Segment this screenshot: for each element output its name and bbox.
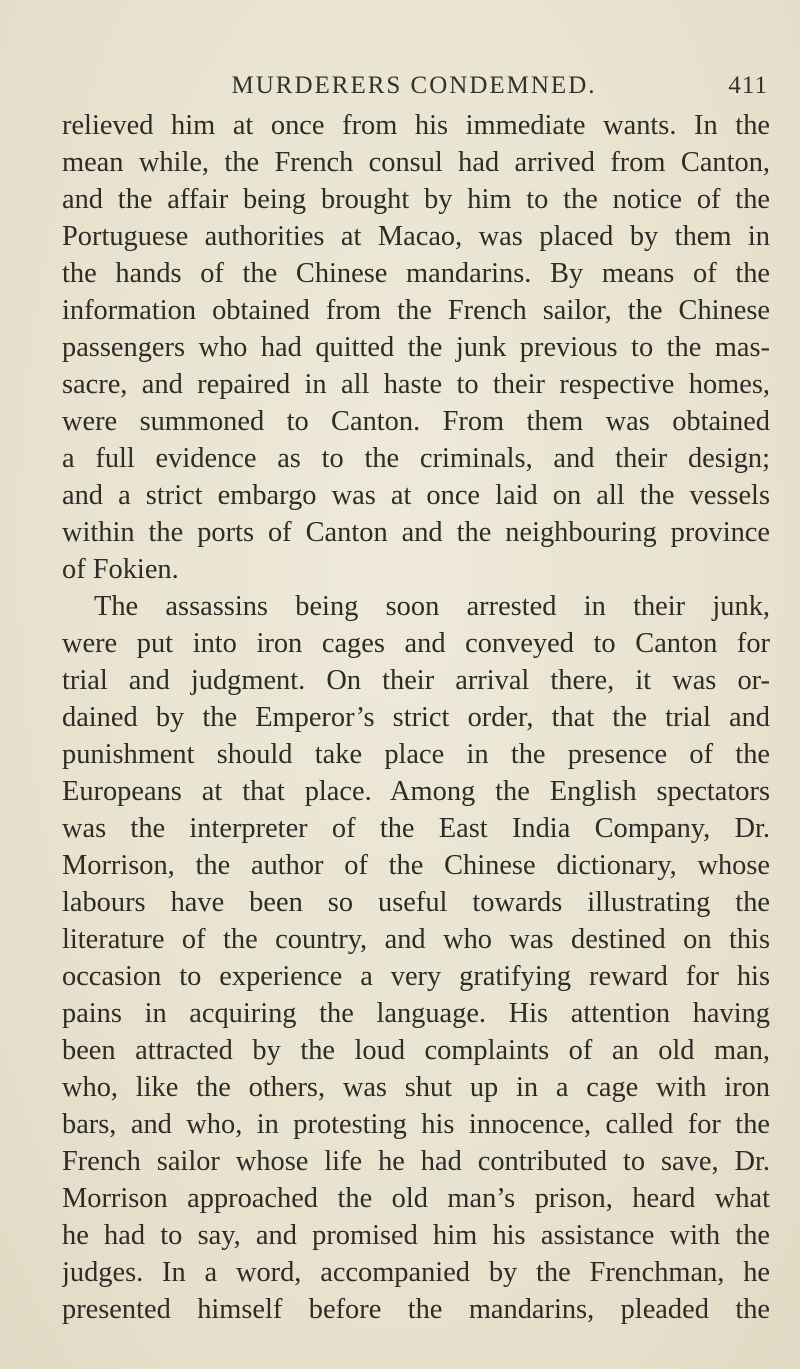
text-line: were summoned to Canton. From them was obtained (62, 406, 770, 437)
paragraph-start-line: The assassins being soon arrested in their junk, (94, 591, 770, 622)
text-line: trial and judgment. On their arrival there, it was or- (62, 665, 770, 696)
body-text (62, 107, 770, 1328)
text-line: dained by the Emperor’s strict order, that the trial and (62, 702, 770, 733)
text-line: labours have been so useful towards illustrating the (62, 887, 770, 918)
text-line: Morrison approached the old man’s prison, heard what (62, 1183, 770, 1214)
text-line: pains in acquiring the language. His attention having (62, 998, 770, 1029)
running-title: MURDERERS CONDEMNED. (231, 72, 597, 99)
paragraph-end-line: of Fokien. (62, 554, 179, 585)
text-line: within the ports of Canton and the neighbouring province (62, 517, 770, 548)
text-line: was the interpreter of the East India Company, Dr. (62, 813, 770, 844)
text-line: Morrison, the author of the Chinese dictionary, whose (62, 850, 770, 881)
text-line: bars, and who, in protesting his innocence, called for the (62, 1109, 770, 1140)
text-line: occasion to experience a very gratifying reward for his (62, 961, 770, 992)
text-line: judges. In a word, accompanied by the Frenchman, he (62, 1257, 770, 1288)
running-head (60, 62, 768, 102)
text-line: mean while, the French consul had arrived from Canton, (62, 147, 770, 178)
text-line: the hands of the Chinese mandarins. By means of the (62, 258, 770, 289)
text-line: Portuguese authorities at Macao, was placed by them in (62, 221, 770, 252)
page-number: 411 (728, 72, 768, 99)
text-line: Europeans at that place. Among the English spectators (62, 776, 770, 807)
text-line: who, like the others, was shut up in a cage with iron (62, 1072, 770, 1103)
text-line: information obtained from the French sailor, the Chinese (62, 295, 770, 326)
text-line: passengers who had quitted the junk previous to the mas- (62, 332, 770, 363)
text-line: and a strict embargo was at once laid on all the vessels (62, 480, 770, 511)
text-line: presented himself before the mandarins, pleaded the (62, 1294, 770, 1325)
text-line: punishment should take place in the presence of the (62, 739, 770, 770)
text-line: been attracted by the loud complaints of an old man, (62, 1035, 770, 1066)
text-line: and the affair being brought by him to the notice of the (62, 184, 770, 215)
text-line: he had to say, and promised him his assistance with the (62, 1220, 770, 1251)
text-line: French sailor whose life he had contributed to save, Dr. (62, 1146, 770, 1177)
text-line: a full evidence as to the criminals, and their design; (62, 443, 770, 474)
text-line: literature of the country, and who was destined on this (62, 924, 770, 955)
text-line: were put into iron cages and conveyed to Canton for (62, 628, 770, 659)
text-line: sacre, and repaired in all haste to their respective homes, (62, 369, 770, 400)
text-line: relieved him at once from his immediate wants. In the (62, 110, 770, 141)
